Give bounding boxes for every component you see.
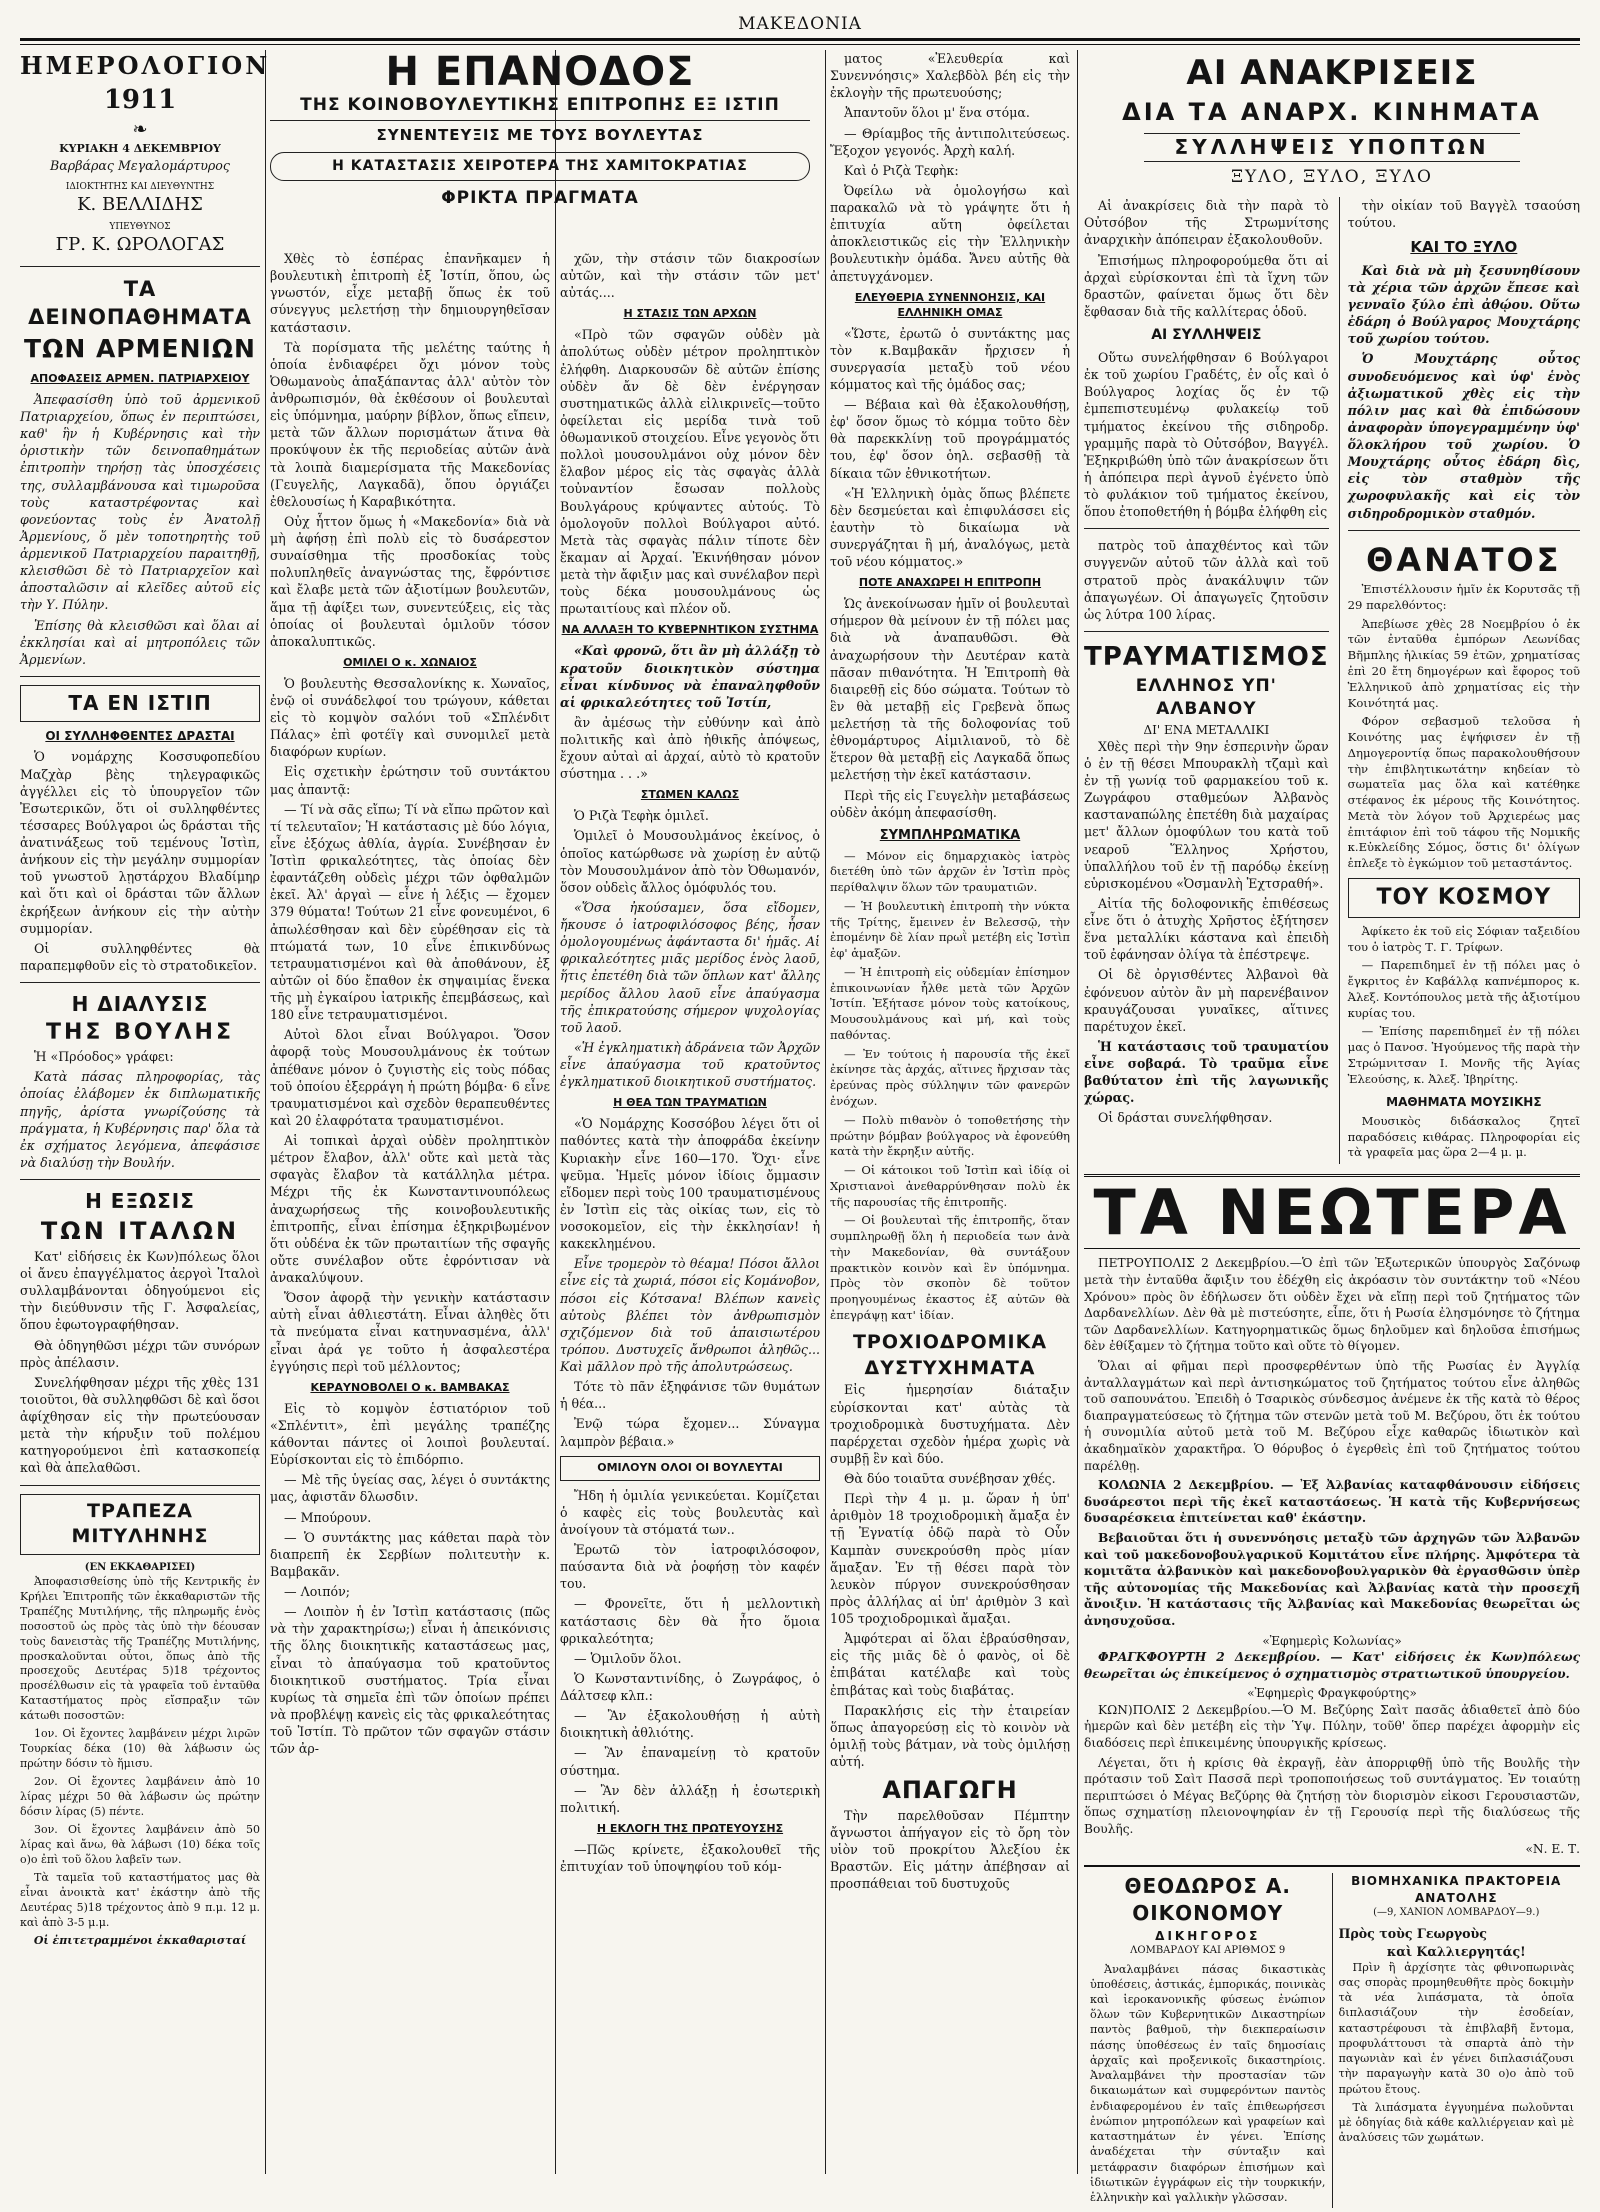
- article-text: Ἀπεφασίσθη ὑπὸ τοῦ ἀρμενικοῦ Πατριαρχείου, ὅπως ἐν περιπτώσει, καθ' ἣν ἡ Κυβέρνησις καὶ τὴν ὁριστικὴν τῶν δεινοπαθημάτων ἐπιτροπὴν τηρήσῃ τὰς ὑποσχέσεις της, συλλαμβάνουσα καὶ τιμωροῦσα τοὺς καταστρέφοντας καὶ φονεύοντας τοὺς ἐν Ἀνατολῇ Ἀρμενίους, ὅ μὲν τοποτηρητὴς τοῦ ἀρμενικοῦ Πατριαρχείου παραιτηθῇ, κλεισθῶσι δὲ τὸ Πατριαρχεῖον καὶ ἀποσταλῶσιν αἱ κλεῖδες αὐτοῦ εἰς τὴν Υ. Πύλην.: [20, 391, 260, 613]
- article-text: Οὐχ ἧττον ὅμως ἡ «Μακεδονία» διὰ νὰ μὴ ἀφήσῃ ἐπὶ πολὺ εἰς τὸ δυσάρεστον συναίσθημα τῆς προσδοκίας τοὺς πολυπληθεῖς ἀναγνώστας της, ἔφρόντισε καὶ ἔλαβε μετὰ τῶν ἀξιοτίμων βουλευτῶν, ἅμα τῇ ἀφίξει των, συνεντεύξεις, εἰς τὰς ὁποίας οἱ βουλευταὶ ὁμιλοῦν τόσον ἀποκαλυπτικῶς.: [270, 513, 550, 649]
- calendar-day: ΚΥΡΙΑΚΗ 4 ΔΕΚΕΜΒΡΙΟΥ: [59, 142, 221, 156]
- column-1: [20, 50, 271, 2174]
- article-text: Ὁ Κωνσταντινίδης, ὁ Ζωγράφος, ὁ Δάλτσεφ κλπ.:: [560, 1670, 820, 1704]
- headline: ΤΑ ΔΕΙΝΟΠΑΘΗΜΑΤΑ: [28, 276, 252, 330]
- headline: Η ΕΠΑΝΟΔΟΣ: [385, 49, 695, 95]
- article-text: ματος «Ἐλευθερία καὶ Συνεννόησις» Χαλεβδὸλ βέη εἰς τὴν ἐκλογὴν τῆς πρωτευούσης;: [830, 51, 1070, 101]
- headline: ΤΡΑΥΜΑΤΙΣΜΟΣ: [1084, 641, 1329, 672]
- section-heading: ΝΑ ΑΛΛΑΞΗ ΤΟ ΚΥΒΕΡΝΗΤΙΚΟΝ ΣΥΣΤΗΜΑ: [561, 623, 819, 637]
- article-text: Ἐπίσης θὰ κλεισθῶσι καὶ ὅλαι αἱ ἐκκλησίαι καὶ αἱ μητροπόλεις τῶν Ἀρμενίων.: [20, 617, 260, 667]
- article-text: «Ὅσα ἠκούσαμεν, ὅσα εἴδομεν, ἤκουσε ὁ ἰατροφιλόσοφος βέης, ἧσαν ὁμολογουμένως ἀφάνταστα δι' ἡμᾶς. Αἱ φρικαλεότητες μιᾶς μερίδος ἑνὸς λαοῦ, ἥτις ἐπετέθη διὰ τῶν ὅπλων κατ' ἄλλης μερίδος ἄλλου λαοῦ εἶνε ἀπαύγασμα τῆς ἐπικρατούσης σήμερον ψυχολογίας τοῦ λαοῦ.: [560, 899, 820, 1035]
- article-text: ἂν ἀμέσως τὴν εὐθύνην καὶ ἀπὸ πολιτικῆς καὶ ἀπὸ ἠθικῆς ἀπόψεως, ἔχουν αὐταὶ αἱ ἀρχαί, αὐτὸ τὸ κρατοῦν σύστημα . . .»: [560, 714, 820, 782]
- subheadline: ΑΠΟΦΑΣΕΙΣ ΑΡΜΕΝ. ΠΑΤΡΙΑΡΧΕΙΟΥ: [30, 372, 250, 386]
- article-text: Ὀφείλω νὰ ὁμολογήσω καὶ παρακαλῶ νὰ τὸ γράψητε ὅτι ἡ ἐπιτυχία αὕτη ὀφείλεται ἀποκλειστικῶς εἰς τὴν Ἑλληνικὴν βουλευτικὴν ὁμάδα. Ἄνευ αὐτῆς θὰ ἀπετυγχάνομεν.: [830, 182, 1070, 284]
- article-text: Αὐτοὶ δλοι εἶναι Βούλγαροι. Ὅσον ἀφορᾷ τοὺς Μουσουλμάνους ἐκ τούτων ἀπέθανε μόνον ὁ ζυγιστὴς εἰς τοὺς πόδας τοῦ ὁποίου ἐξερράγη ἡ πρώτη βόμβα· 6 εἶνε τραυματισμένοι καὶ σχεδὸν θεραπευθέντες καὶ 20 ἐλαφρότατα τραυματισμένοι.: [270, 1027, 550, 1128]
- article-text: — Λοιπόν;: [284, 1584, 350, 1600]
- section-heading: ΚΕΡΑΥΝΟΒΟΛΕΙ Ο κ. ΒΑΜΒΑΚΑΣ: [310, 1380, 510, 1394]
- article-text: τὴν οἰκίαν τοῦ Βαγγὲλ τσαούση τούτου.: [1347, 198, 1580, 231]
- article-text: — Ἐν τούτοις ἡ παρουσία τῆς ἐκεῖ ἐκίνησε τὰς ἀρχάς, αἵτινες ἤρχισαν τὰς ἐρεύνας πρὸς σύλληψιν τῶν φανερῶν ἐνόχων.: [830, 1046, 1070, 1109]
- headline: ΤΡΟΧΙΟΔΡΟΜΙΚΑ ΔΥΣΤΥΧΗΜΑΤΑ: [852, 1330, 1048, 1379]
- article-text: Εἰς ἡμερησίαν διάταξιν εὑρίσκονται κατ' αὐτὰς τὰ τροχιοδρομικὰ δυστυχήματα. Δὲν παρέρχεται σχεδὸν ἡμέρα χωρὶς νὰ συμβῇ ἓν καὶ δύο.: [830, 1382, 1070, 1466]
- ad-name: ΘΕΟΔΩΡΟΣ Α. ΟΙΚΟΝΟΜΟΥ: [1124, 1874, 1291, 1926]
- article-text: — Μπούρουν.: [284, 1509, 372, 1525]
- article-text: — Φρονεῖτε, ὅτι ἡ μελλοντικὴ κατάστασις δὲν θὰ ἦτο ὅμοια φρικαλεότητα;: [560, 1596, 820, 1646]
- article-italians: [20, 1188, 260, 1476]
- ad-heading: Πρὸς τοὺς Γεωργοὺς: [1338, 1926, 1487, 1942]
- calendar-year: 1911: [103, 84, 177, 115]
- section-heading: ΠΟΤΕ ΑΝΑΧΩΡΕΙ Η ΕΠΙΤΡΟΠΗ: [858, 576, 1042, 590]
- section-heading: ΜΑΘΗΜΑΤΑ ΜΟΥΣΙΚΗΣ: [1386, 1094, 1542, 1109]
- article-text: — Οἱ βουλευταὶ τῆς ἐπιτροπῆς, ὅταν συμπληρωθῇ ὅλη ἡ περιοδεία των ἀνὰ τὴν Μακεδονίαν, θὰ συντάξουν πρακτικὸν κοινὸν καὶ ἓν ὑπόμνημα. Πρὸς τὸν σκοπὸν δὲ τοῦτον προηγουμένως ἐκαστος ἐξ αὐτῶν θὰ ἐπεγράψῃ κατ' ἰδίαν.: [830, 1213, 1070, 1322]
- article-text: — Παρεπιδημεῖ ἐν τῇ πόλει μας ὁ ἔγκριτος ἐν Καβάλλᾳ καπνέμπορος κ. Ἀλεξ. Κοντόπουλος μετὰ τῆς ἀξιοτίμου κυρίας του.: [1347, 958, 1580, 1020]
- headline: ΤΗΣ ΚΟΙΝΟΒΟΥΛΕΥΤΙΚΗΣ ΕΠΙΤΡΟΠΗΣ ΕΞ ΙΣΤΙΠ: [270, 94, 810, 121]
- article-text: Θὰ ὁδηγηθῶσι μέχρι τῶν συνόρων πρὸς ἀπέλασιν.: [20, 1337, 260, 1370]
- section-heading: Η ΣΤΑΣΙΣ ΤΩΝ ΑΡΧΩΝ: [623, 307, 757, 321]
- headline: ΤΩΝ ΙΤΑΛΩΝ: [40, 1217, 240, 1246]
- article-text: «Καὶ φρονῶ, ὅτι ἂν μὴ ἀλλάξῃ τὸ κρατοῦν διοικητικὸν σύστημα εἶναι κίνδυνος νὰ ἐπαναληφθοῦν αἱ φρικαλεότητες τοῦ Ἰστίπ,: [560, 643, 820, 710]
- article-text: Εἶνε τρομερὸν τὸ θέαμα! Πόσοι ἄλλοι εἶνε εἰς τὰ χωριά, πόσοι εἰς Κομάνοβον, πόσοι εἰς Κότσανα! Βλέπων κανεὶς αὐτοὺς βλέπει τὸν ἀνθρωπισμὸν σχιζόμενον διὰ τοῦ ἀπαισιωτέρου τρόπου. Δυστυχεῖς ἄνθρωποι ἀληθῶς... Καὶ μᾶλλον πρὸ τῆς ἀπολυτρώσεως.: [560, 1256, 820, 1375]
- article-text: Ὁ νομάρχης Κοσσυφοπεδίου Μαζχὰρ βὲης τηλεγραφικῶς ἀγγέλλει εἰς τὸ ὑπουργεῖον τῶν Ἐσωτερικῶν, ὅτι οἱ συλληφθέντες τέσσαρες Βούλγαροι ὡς δράσται τῆς ἀνατινάξεως τοῦ τεμένους Ἰστὶπ, ἀνήκουν εἰς τὴν μεγάλην συμμορίαν τοῦ γνωστοῦ λῃστάρχου Βλαδίμηρ καὶ ὅτι καὶ οἱ δράσται τῶν ἄλλων ἐκρήξεων ἀνήκουν εἰς τὴν αὐτὴν συμμορίαν.: [20, 749, 260, 936]
- calendar-box: [20, 50, 271, 258]
- ad-agriculture: [1332, 1873, 1581, 2208]
- ad-text: Ἀναλαμβάνει πάσας δικαστικὰς ὑποθέσεις, ἀστικάς, ἐμπορικάς, ποινικὰς καὶ ἱεροκανονικῆς φύσεως ἐνώπιον ὅλων τῶν Κυβερνητικῶν Δικαστηρίων παντὸς βαθμοῦ, τὴν διεκπεραίωσιν πάσης ὑποθέσεως ἐν ταῖς δημοσίαις ἀρχαῖς καὶ προξενικοῖς δικαστηρίοις. Ἀναλαμβάνει τὴν προστασίαν τῶν δικαιωμάτων καὶ συμφερόντων παντὸς ἐνδιαφερομένου ἐν ταῖς ἐπιθεωρήσεσι ἐνώπιον μητροπόλεων καὶ γραφείων καὶ καταστημάτων ἐν γένει. Ἐπίσης ἀναδέχεται τὴν σύνταξιν καὶ μετάφρασιν διαφόρων ἐπισήμων καὶ ἰδιωτικῶν ἐγγράφων εἰς τὴν τουρκικήν, ἑλληνικὴν καὶ γαλλικὴν γλῶσσαν.: [1090, 1962, 1326, 2205]
- headline: ΤΡΑΠΕΖΑ ΜΙΤΥΛΗΝΗΣ: [20, 1494, 260, 1556]
- article-text: Ἀμφότεραι αἱ ὅλαι ἐβραύσθησαν, εἰς τῆς μιᾶς δὲ ὁ φανὸς, οἱ δὲ ἐπιβάται κατέλαβε καὶ τοὺς ἐπιβάτας καὶ τοὺς διαβάτας.: [830, 1631, 1070, 1698]
- list-item: 2ον. Οἱ ἔχοντες λαμβάνειν ἀπὸ 10 λίρας μέχρι 50 θὰ λάβωσιν ὡς πρώτην δόσιν λίρας (5) πέντε.: [20, 1775, 260, 1819]
- subheadline: ΦΡΙΚΤΑ ΠΡΑΓΜΑΤΑ: [441, 187, 639, 208]
- section-heading: ΑΙ ΣΥΛΛΗΨΕΙΣ: [1151, 327, 1262, 344]
- article-text: Αἱ τοπικαὶ ἀρχαὶ οὐδὲν προληπτικὸν μέτρον ἔλαβον, ἀλλ' οὔτε καὶ μετὰ τὰς σφαγὰς ἔλαβον τὰ κατάλληλα μέτρα. Μέχρι τῆς ἐκ Κωνσταντινουπόλεως ἀναχωρήσεως τῆς κοινοβουλευτικῆς ἐπιτροπῆς, εἶναι ἐπίσημα ἐξηκριβωμένον ὅτι οὐδένα ἐκ τῶν πρωταιτίων τῆς σφαγῆς οὔτε συνέλαβον οὔτε ἐφρόντισαν νὰ ἀνακαλύψουν.: [270, 1133, 550, 1286]
- ad-address: ΛΟΜΒΑΡΔΟΥ ΚΑΙ ΑΡΙΘΜΟΣ 9: [1130, 1944, 1286, 1956]
- article-text: Ὁ Ριζὰ Τεφὴκ ὁμιλεῖ.: [574, 808, 709, 824]
- article-text: «Ὥστε, ἐρωτῶ ὁ συντάκτης μας τὸν κ.Βαμβακᾶν ἤρχισεν ἡ συνεργασία μεταξὺ τοῦ νέου κόμματος καὶ τῆς ὁμάδος σας;: [830, 325, 1070, 392]
- article-text: Εἰς σχετικὴν ἐρώτησιν τοῦ συντάκτου μας ἀπαντᾷ:: [270, 764, 550, 797]
- article-text: Παρακλήσις εἰς τὴν ἑταιρείαν ὅπως ἀπαγορεύσῃ εἰς τὸ κοινὸν νὰ ὁμιλῇ τοὺς βάτμαν, νὰ τοὺς ὁμιλήσῃ αὐτή.: [830, 1702, 1070, 1770]
- calendar-ornament: ❧: [132, 118, 148, 140]
- article-istip-arrests: [20, 685, 260, 974]
- news-item: ΠΕΤΡΟΥΠΟΛΙΣ 2 Δεκεμβρίου.—Ὁ ἐπὶ τῶν Ἐξωτερικῶν ὑπουργὸς Σαζόνωφ μετὰ τὴν ἐνταῦθα ἄφιξιν του ἐδέχθη εἰς ἀκρόασιν τὸν συντάκτην τοῦ «Νέου Χρόνου» πρὸς ὃν ἐδήλωσεν ὅτι οὐδὲν ἔχει νὰ εἴπῃ περὶ τοῦ ζητήματος τῶν Δαρδανελλίων. Δὲν θὰ μὲ πιστεύσητε, εἶπε, ὅτι ἡ Ρωσία ἐλησμόνησε τὸ ζήτημα τῶν Δαρδανελλίων. Κατηγορηματικῶς ὅμως δηλοῦμεν καὶ δηλοῦσα ἐπισήμως δὲν ἐθίξαμεν τὸ ζήτημα τοῦτο καὶ οὔτε τὸ θίγομεν.: [1084, 1256, 1580, 1354]
- headline: ΕΛΛΗΝΟΣ ΥΠ' ΑΛΒΑΝΟΥ: [1135, 676, 1277, 720]
- article-text: — Τί νὰ σᾶς εἴπω; Τί νὰ εἴπω πρῶτον καὶ τί τελευταῖον; Ἡ κατάστασις μὲ δύο λόγια, εἶνε ἐξόχως ἀθλία, ἀγρία. Συνέβησαν ἐν Ἰστὶπ φρικαλεότητες, τὰς ὁποίας δὲν ἐφαντάζεθη οὐδεὶς μέχρι τῶν ὀφθαλμῶν ἐκεῖ. Ἀλ' ἀργαὶ — εἶνε ἡ λέξις — ἔχομεν 379 θύματα! Τούτων 21 εἶνε φονευμένοι, 6 ἀπωλέσθησαν καὶ δὲν εὑρέθησαν εἰς τὰ πτώματά των, 10 εἶνε ἐπικινδύνως τετραυματισμένοι καὶ θὰ ἀποθάνουν, ἐξ αὐτῶν οἱ δύο ἔπαθον ἐκ σηψαιμίας ἕνεκα τῆς μὴ ἐγκαίρου ἰατρικῆς ἐπεμβάσεως, καὶ 180 εἶνε τετραυματισμένοι.: [270, 801, 550, 1023]
- article-text: Ἤδη ἡ ὁμιλία γενικεύεται. Κομίζεται ὁ καφὲς εἰς τοὺς βουλευτὰς καὶ ἀνοίγουν τὰ στόματά των..: [560, 1487, 820, 1537]
- article-text: Περὶ τὴν 4 μ. μ. ὥραν ἡ ὑπ' ἀριθμὸν 18 τροχιοδρομικὴ ἄμαξα ἐν τῇ Ἐγνατίᾳ ὁδῷ παρὰ τὸ Οὖν Καμπὰν συνεκρούσθη πρὸς μίαν ἅμαξαν. Ἐν τῇ θέσει παρὰ τὸν λευκὸν πύργον συνεκρούσθησαν πρὸς ἀλλήλας αἱ ὑπ' ἀριθμὸν 3 καὶ 105 τροχιοδρομικαὶ ἄμαξαι.: [830, 1491, 1070, 1627]
- article-text: Εἰς τὸ κομψὸν ἑστιατόριον τοῦ «Σπλέντιτ», ἐπὶ μεγάλης τραπέζης κάθονται πάντες οἱ λοιποὶ βουλευταί. Εὑρίσκονται εἰς τὸ ἐπιδόρπιο.: [270, 1400, 550, 1468]
- ad-address: (—9, ΧΑΝΙΟΝ ΛΟΜΒΑΡΔΟΥ—9.): [1373, 1906, 1540, 1918]
- article-text: Ἡ «Πρόοδος» γράφει:: [34, 1049, 174, 1065]
- column-divider: [825, 50, 826, 2174]
- article-text: — Ἂν δὲν ἀλλάξῃ ἡ ἐσωτερικὴ πολιτική.: [560, 1782, 820, 1815]
- subheadline: (ΕΝ ΕΚΚΑΘΑΡΙΣΕΙ): [84, 1562, 196, 1574]
- headline: ΤΑ ΕΝ ΙΣΤΙΠ: [20, 685, 260, 722]
- article-text: Ἀπαντοῦν ὅλοι μ' ἕνα στόμα.: [844, 105, 1030, 121]
- article-text: — Θρίαμβος τῆς ἀντιπολιτεύσεως. Ἔξοχον γεγονός. Ἀρχὴ καλή.: [830, 125, 1070, 158]
- article-text: — Οἱ κάτοικοι τοῦ Ἰστὶπ καὶ ἰδίᾳ οἱ Χριστιανοὶ ἀνεθαρρύνθησαν πολὺ ἐκ τῆς παρουσίας τῆς ἐπιτροπῆς.: [830, 1163, 1070, 1209]
- list-item: 1ον. Οἱ ἔχοντες λαμβάνειν μέχρι λιρῶν Τουρκίας δέκα (10) θὰ λάβωσιν ὡς πρώτην δόσιν τὸ ἥμισυ.: [20, 1727, 260, 1771]
- column-2: [270, 250, 550, 2174]
- article-text: Ἡ κατάστασις τοῦ τραυματίου εἶνε σοβαρά. Τὸ τραῦμα εἶνε βαθύτατον ἐπὶ τῆς λαγωνικῆς χώρας.: [1084, 1038, 1329, 1106]
- article-text: Οἱ δὲ ὀργισθέντες Ἀλβανοὶ θὰ ἐφόνευον αὐτὸν ἂν μὴ παρενέβαινον κραυγάζουσαι γυναῖκες, αἵτινες παρέτυχον ἐκεῖ.: [1084, 967, 1329, 1034]
- article-text: Καὶ διὰ νὰ μὴ ξεσυνηθίσουν τὰ χέρια τῶν ἀρχῶν ἔπεσε καὶ γενναῖο ξύλο ἐπὶ ἀθῴου. Οὕτω ἐδάρη ὁ Βούλγαρος Μουχτάρης τοῦ χωρίου τούτου.: [1347, 262, 1580, 347]
- ad-lawyer: [1084, 1873, 1332, 2208]
- article-text: — Ἡ ἐπιτροπὴ εἰς οὐδεμίαν ἐπίσημον ἐπικοινωνίαν ἦλθε μετὰ τῶν Ἀρχῶν Ἰστίπ. Ἐξήτασε μόνον τοὺς κατοίκους, Μουσουλμάνους καὶ μή, καὶ τοὺς παθόντας.: [830, 964, 1070, 1042]
- article-text: Μουσικὸς διδάσκαλος ζητεῖ παραδόσεις κιθάρας. Πληροφορίαι εἰς τὰ γραφεῖα μας ὥρα 2—4 μ. μ.: [1347, 1113, 1580, 1160]
- article-text: — Ἂν ἐξακολουθήσῃ ἡ αὐτὴ διοικητικὴ ἀθλιότης.: [560, 1708, 820, 1741]
- article-text: Φόρον σεβασμοῦ τελοῦσα ἡ Κοινότης μας ἐψήφισεν ἐν τῇ Δημογεροντίᾳ ὅπως παρακολουθήσουν τὴν ἐπιβλητικωτάτην κηδείαν τὸ σωματεῖα μας ὅλα καὶ κατέθηκε στέφανος ἐκ μέρους τῆς Κοινότητος. Μετὰ τὸν λόγον τοῦ Ἀρχιερέως μας ἐπιτάφιον ἐπὶ τοῦ τάφου τῆς Νομικῆς κ.Εὐκλείδης Σόμος, ὅστις δι' ὀλίγων ἐπλεξε τὸ ἐγκώμιον τοῦ μεταστάντος.: [1347, 714, 1580, 871]
- article-text: Οἱ συλληφθέντες θὰ παραπεμφθοῦν εἰς τὸ στρατοδικεῖον.: [20, 940, 260, 973]
- news-item: ΦΡΑΓΚΦΟΥΡΤΗ 2 Δεκεμβρίου. — Κατ' εἰδήσεις ἐκ Κων)πόλεως θεωρεῖται ὡς ἐπικείμενος ὁ σχηματισμὸς στρατιωτικοῦ ὑπουργείου.: [1084, 1650, 1580, 1681]
- article-text: Οὕτω συνελήφθησαν 6 Βούλγαροι ἐκ τοῦ χωρίου Γραδέτς, ἐν οἷς καὶ ὁ Βούλγαρος λοχίας ὅς ἐν τῷ ἐμπεπιστευμένῳ φυλακείῳ τοῦ τμήματος ἐκείνου τῆς σιδηροδρ. γραμμῆς παρὰ τὸ Οὐτσόβον, Βαγγέλ. Ἐξηκριβώθη ὑπὸ τῶν ἀνακρίσεων ὅτι ἡ ἀπόπειρα περὶ ἀγνοῦ ἐγένετο ὑπὸ τὸ φυλάκιον τοῦ τμήματος ἐκείνου, ὅπου ἐτοποθετήθη ἡ βόμβα ἐλήφθη εἰς: [1084, 350, 1329, 520]
- article-text: Χθὲς τὸ ἑσπέρας ἐπανῆκαμεν ἡ βουλευτικὴ ἐπιτροπὴ ἐξ Ἰστίπ, ὅπου, ὡς γνωστόν, εἶχε μεταβῇ ὅπως ἐκ τοῦ σύνεγγυς μελετήσῃ τὴν δημιουργηθεῖσαν κατάστασιν.: [270, 251, 550, 335]
- news-item: ΚΟΛΩΝΙΑ 2 Δεκεμβρίου. — Ἐξ Ἀλβανίας καταφθάνουσιν εἰδήσεις δυσάρεστοι περὶ τῆς ἐκεῖ καταστάσεως. Ἡ κατὰ τῆς Κυβερνήσεως δυσαρέσκεια ἐπιτείνεται καθ' ἑκάστην.: [1084, 1478, 1580, 1526]
- article-text: — Μὲ τῆς ὑγείας σας, λέγει ὁ συντάκτης μας, ἀφιστᾶν δλωσδιν.: [270, 1472, 550, 1505]
- news-source: «Ἐφημερὶς Φραγκφούρτης»: [1247, 1686, 1417, 1701]
- column-divider: [1077, 50, 1078, 2174]
- article-dissolution: [20, 991, 260, 1171]
- section-heading: ΟΜΙΛΟΥΝ ΟΛΟΙ ΟΙ ΒΟΥΛΕΥΤΑΙ: [560, 1456, 820, 1481]
- headline: ΤΗΣ ΒΟΥΛΗΣ: [46, 1020, 234, 1046]
- article-text: — Πολὺ πιθανὸν ὁ τοποθετήσης τὴν πρώτην βόμβαν βούλγαρος νὰ ἐφονεύθη κατὰ τὴν ἔκρηξιν αὐτῆς.: [830, 1112, 1070, 1159]
- headline: ΤΟΥ ΚΟΣΜΟΥ: [1348, 878, 1580, 918]
- headline: ΔΙΑ ΤΑ ΑΝΑΡΧ. ΚΙΝΗΜΑΤΑ: [1122, 98, 1542, 127]
- article-text: Αἱ ἀνακρίσεις διὰ τὴν παρὰ τὸ Οὐτσόβον τῆς Στρωμνίτσης ἀναρχικὴν ἀπόπειραν ἐξακολουθοῦν.: [1084, 198, 1329, 248]
- section-heading: ΣΥΜΠΛΗΡΩΜΑΤΙΚΑ: [879, 827, 1021, 843]
- article-text: — Λοιπὸν ἡ ἐν Ἰστὶπ κατάστασις (πῶς νὰ τὴν χαρακτηρίσω;) εἶναι ἡ ἀπεικόνισις τῆς ὅλης διοικητικῆς καταστάσεως μας, εἶναι τὸ ἀπαύγασμα τοῦ κρατοῦντος διοικητικοῦ συστήματος. Τρία εἶναι κυρίως τὰ σημεῖα ἐπὶ τῶν ὁποίων πρέπει νὰ προβλέψῃ κανεὶς εἰς τὰς φρικαλεότητας τοῦ Ἰστίπ. Τὸ πρῶτον τῶν σφαγῶν στάσιν τῶν ἀρ-: [270, 1604, 550, 1757]
- headline: Η ΔΙΑΛΥΣΙΣ: [71, 992, 209, 1017]
- notice-bank: [20, 1494, 260, 1949]
- article-armenians: [20, 275, 260, 668]
- ad-name: ΒΙΟΜΗΧΑΝΙΚΑ ΠΡΑΚΤΟΡΕΙΑ ΑΝΑΤΟΛΗΣ: [1351, 1874, 1562, 1905]
- headline-latest-news: ΤΑ ΝΕΩΤΕΡΑ: [1084, 1174, 1580, 1249]
- article-text: Ἀφίκετο ἐκ τοῦ εἰς Σόφιαν ταξειδίου του ὁ ἰατρὸς Τ. Γ. Τρίφων.: [1347, 923, 1580, 954]
- news-item: Ὅλαι αἱ φῆμαι περὶ προσφερθέντων ὑπὸ τῆς Ρωσίας ἐν Ἀγγλίᾳ ἀνταλλαγμάτων καὶ περὶ ἀντισηκώματος τοῦ ζητήματος τούτου εἶνε ἀληθῶς τοῦ σαπουνάτου. Ἐπειδὴ ὁ Τσαρικὸς σύνδεσμος ἀνέμενε ἐκ τῆς κατὰ τὸ θέρος διαπραγματεύσεως τὸ ζήτημα τῶν στενῶν μετὰ τοῦ Μ. Βεζύρου, ὅτι ἐκ τούτου ἡ συνομιλία αὐτοῦ μετὰ τοῦ Μ. Βεζύρου εἶχε καθαρῶς ἰδιωτικὸν καὶ ἀκαδημαϊκὸν χαρακτῆρα. Ὁ θόρυβος ὁ ἐγερθεὶς ἐπὶ τοῦ ζητήματος τούτου παρέλθῃ.: [1084, 1359, 1580, 1473]
- column-4: [830, 50, 1070, 2174]
- section-heading: Η ΘΕΑ ΤΩΝ ΤΡΑΥΜΑΤΙΩΝ: [613, 1096, 767, 1110]
- article-text: Ἐνῷ τώρα ἔχομεν... Σύναγμα λαμπρὸν βέβαια.»: [560, 1416, 820, 1449]
- owner-name: Κ. ΒΕΛΛΙΔΗΣ: [77, 193, 203, 215]
- article-text: Ἐπισήμως πληροφορούμεθα ὅτι αἱ ἀρχαὶ εὑρίσκονται ἐπὶ τὰ ἴχνη τῶν δραστῶν, φαίνεται ὅμως ὅτι δὲν ἔφθασαν διὰ τῆς καλλίτερας ὁδοῦ.: [1084, 252, 1329, 319]
- article-text: Ὅσον ἀφορᾷ τὴν γενικὴν κατάστασιν αὐτὴ εἶναι ἀθλιεστάτη. Εἶναι ἀληθὲς ὅτι τὰ πνεύματα εἶναι κατηυνασμένα, ἀλλ' εἶναι ἀρά γε τοῦτο ἡ ἀσφαλεστέρα ἐγγύησις περὶ τοῦ μέλλοντος;: [270, 1290, 550, 1374]
- news-item: Βεβαιοῦται ὅτι ἡ συνεννόησις μεταξὺ τῶν ἀρχηγῶν τῶν Ἀλβανῶν καὶ τοῦ μακεδονοβουλγαρικοῦ Κομιτάτου εἶνε πλήρης. Ἀμφότερα τὰ κομιτᾶτα ἀλβανικὸν καὶ μακεδονοβουλγαρικὸν θὰ ἐργασθῶσιν ὑπὲρ τῆς αὐτονομίας τῆς Μακεδονίας καὶ Ἀλβανίας κατὰ τὴν προσεχῆ ἄνοιξιν. Ἡ κατάστασις τῆς Ἀλβανίας καὶ Μακεδονίας θεωρεῖται ὡς ἀνησυχοῦσα.: [1084, 1530, 1580, 1628]
- article-text: Τὰ ταμεῖα τοῦ καταστήματος μας θὰ εἶναι ἀνοικτὰ κατ' ἐκάστην ἀπὸ τῆς Δευτέρας 5)18 τρέχοντος ἀπὸ 9 π.μ. 12 μ. καὶ ἀπὸ 3-5 μ.μ.: [20, 1870, 260, 1929]
- headline: Η ΕΞΩΣΙΣ: [85, 1189, 195, 1214]
- editor-label: ΥΠΕΥΘΥΝΟΣ: [109, 222, 171, 233]
- subheadline: ΟΙ ΣΥΛΛΗΦΘΕΝΤΕΣ ΔΡΑΣΤΑΙ: [45, 729, 235, 744]
- section-heading: Η ΕΚΛΟΓΗ ΤΗΣ ΠΡΩΤΕΥΟΥΣΗΣ: [596, 1821, 784, 1835]
- ad-heading: καὶ Καλλιεργητάς!: [1386, 1943, 1526, 1959]
- column-divider: [265, 50, 266, 2174]
- calendar-title: ΗΜΕΡΟΛΟΓΙΟΝ: [20, 51, 271, 80]
- article-text: Κατὰ πάσας πληροφορίας, τὰς ὁποίας ἐλάβομεν ἐκ διπλωματικῆς πηγῆς, ἀρίστα γνωρίζούσης τὰ πράγματα, ἡ Κυβέρνησις παρ' ὅλα τὰ ἐκ σχήματος λεγόμενα, ἀπεφάσισε νὰ διαλύσῃ τὴν Βουλήν.: [20, 1069, 260, 1170]
- article-text: Τότε τὸ πᾶν ἐξηφάνισε τῶν θυμάτων ἡ θέα...: [560, 1379, 820, 1412]
- calendar-saint: Βαρβάρας Μεγαλομάρτυρος: [50, 158, 230, 174]
- article-text: — Ἐπίσης παρεπιδημεῖ ἐν τῇ πόλει μας ὁ Πανοσ. Ἡγούμενος τῆς παρὰ τὴν Στρώμνιτσαν Ι. Μονῆς τῆς Ἁγίας Ἐλεούσης, κ. Ἀλεξ. Ἰβηρίτης.: [1347, 1024, 1580, 1086]
- section-heading: ΣΤΩΜΕΝ ΚΑΛΩΣ: [640, 788, 740, 802]
- article-text: Ὁμιλεῖ ὁ Μουσουλμάνος ἐκείνος, ὁ ὁποῖος κατώρθωσε νὰ χωρίσῃ ἐν αὐτῷ τὸν Μουσουλμάνον ἀπὸ τὸν Ὀθωμανόν, ὅσον οὐδεὶς ἄλλος ὁμόφυλός του.: [560, 828, 820, 895]
- masthead: ΜΑΚΕΔΟΝΙΑ: [738, 14, 862, 34]
- article-text: — Ὁ συντάκτης μας κάθεται παρὰ τὸν διαπρεπῆ ἐκ Σερβίων πολιτευτὴν κ. Βαμβακᾶν.: [270, 1529, 550, 1579]
- article-text: Τὰ πορίσματα τῆς μελέτης ταύτης ἡ ὁποία ἐνδιαφέρει ὄχι μόνον τοὺς Ὀθωμανοὺς ἀπαξάπαντας ἀλλ' αὐτὸν τὸν ἀνθρωπισμόν, θὰ ἐκθέσουν οἱ βουλευταὶ εἰς ὑπόμνημα, μαύρην βίβλον, ὅπως εἴπειν, μετὰ τῶν ἄλλων πορισμάτων ἅτινα θὰ προκύψουν ἐκ τῆς περιοδείας αὐτῶν ἀνὰ τὰ λοιπὰ διαμερίσματα τῆς Μακεδονίας (Γευγελῆς, Λαγκαδᾶ), ὅπου ὀργιάζει ἐθελουσίως ἡ Καραβικότητα.: [270, 339, 550, 509]
- editor-name: ΓΡ. Κ. ΩΡΟΛΟΓΑΣ: [55, 234, 225, 256]
- article-text: Τὴν παρελθοῦσαν Πέμπτην ἄγνωστοι ἀπήγαγον εἰς τὸ ὄρη τὸν υἱὸν τοῦ προκρίτου Ἀλεξίου ἐκ Βραστῶν. Εἰς μάτην ἀπέβησαν αἱ προσπάθειαι τοῦ δυστυχοῦς: [830, 1807, 1070, 1892]
- column-3: [560, 250, 820, 2174]
- article-text: Καὶ ὁ Ριζὰ Τεφὴκ:: [844, 162, 959, 178]
- article-text: Ὁ Μουχτάρης οὗτος συνοδευόμενος καὶ ὑφ' ἑνὸς ἀξιωματικοῦ χθὲς εἰς τὴν πόλιν μας καὶ θὰ ἐπιδώσουν ἀναφορὰν ὑπογεγραμμένην ὑφ' ὅλοκλήρου τοῦ χωρίου. Ὁ Μουχτάρης οὗτος ἐδάρη δὶς, εἰς τὸν σταθμὸν τῆς χωροφυλακῆς καὶ εἰς τὸν σιδηροδρομικὸν σταθμόν.: [1347, 351, 1580, 521]
- article-text: «Ἡ ἐγκληματικὴ ἀδράνεια τῶν Ἀρχῶν εἶνε ἀπαύγασμα τοῦ κρατοῦντος ἐγκληματικοῦ διοικητικοῦ συστήματος.: [560, 1039, 820, 1090]
- news-item: ΚΩΝ)ΠΟΛΙΣ 2 Δεκεμβρίου.—Ὁ Μ. Βεζύρης Σαὶτ πασᾶς ἀδιαθετεῖ ἀπὸ δύο ἡμερῶν καὶ δὲν μετέβη εἰς τὴν Ὑψ. Πύλην, τοῦθ' ὅπερ παρέχει ἀφορμὴν εἰς διαδόσεις περὶ ἐπικειμένης ὑπουργικῆς κρίσεως.: [1084, 1702, 1580, 1751]
- article-text: «Ὁ Νομάρχης Κοσσόβου λέγει ὅτι οἱ παθόντες κατὰ τὴν ἀποφράδα ἐκείνην Κυριακὴν εἶνε 160—170. Ὄχι· εἶνε ψεῦμα. Ἡμεῖς μόνον ἰδίοις ὄμμασιν εἴδομεν περὶ τοὺς 100 τραυματισμένους ἐν Ἰστὶπ εἰς τὰς οἰκίας των, εἰς τὸ νοσοκομεῖον, εἰς τὴν ἐκκλησίαν! ἡ κακεκλημένου.: [560, 1116, 820, 1252]
- section-heading: ΚΑΙ ΤΟ ΞΥΛΟ: [1410, 238, 1518, 257]
- signature: Οἱ ἐπιτετραμμένοι ἐκκαθαρισταί: [33, 1933, 247, 1947]
- article-text: Ὁ βουλευτὴς Θεσσαλονίκης κ. Χωναῖος, ἐνῷ οἱ συνάδελφοί του τρώγουν, κάθεται εἰς τὸ κομψὸν σαλόνι τοῦ «Σπλένδιτ Πάλας» ἐπὶ φοτέϊγ καὶ συνομιλεῖ μετὰ διαφόρων κυρίων.: [270, 675, 550, 760]
- article-text: Αἰτία τῆς δολοφονικῆς ἐπιθέσεως εἶνε ὅτι ὁ ἀτυχὴς Χρῆστος ἐξήτησεν ἕνα μεταλλίκι κάστανα καὶ ἐπειδὴ τοῦ ἐφάνησαν ὀλίγα τὰ ἐπέστρεψε.: [1084, 895, 1329, 963]
- news-item: Λέγεται, ὅτι ἡ κρίσις θὰ ἐκραγῇ, ἐὰν ἀπορριφθῇ ὑπὸ τῆς Βουλῆς τὴν πρότασιν τοῦ Σαὶτ Πασσᾶ περὶ τροποποιήσεως τοῦ συντάγματος. Ἐν τοιαύτῃ περιπτώσει ὁ Μέγας Βεζύρης θὰ ζητήσῃ τὸν διορισμὸν εἰκοσι Γερουσιαστῶν, ὅπως σχηματίσῃ πλειονοψηφίαν ἐν τῇ Γερουσίᾳ περὶ τῆς διαλύσεως τῆς Βουλῆς.: [1084, 1755, 1580, 1837]
- advertisements: [1084, 1865, 1580, 2208]
- ad-text: Πρὶν ἢ ἀρχίσητε τὰς φθινοπωρινὰς σας σπορὰς προμηθευθῆτε πρὸς δοκιμὴν τὰ νέα λιπάσματα, τὰ ὁποῖα διπλασιάζουν τὴν ἐσοδείαν, καταστρέφουσι τὰ ἐπιβλαβῆ ἔντομα, προφυλάττουσι τὰ σπαρτὰ ἀπὸ τὴν παγωνιὰν καὶ ἐν γένει διπλασιάζουσι τὴν παραγωγὴν κατὰ 30 ο)ο ἀπὸ τοῦ πρώτου ἔτους.: [1338, 1960, 1574, 2096]
- owner-label: ΙΔΙΟΚΤΗΤΗΣ ΚΑΙ ΔΙΕΥΘΥΝΤΗΣ: [65, 181, 215, 192]
- subheadline: ΣΥΝΕΝΤΕΥΞΙΣ ΜΕ ΤΟΥΣ ΒΟΥΛΕΥΤΑΣ: [376, 126, 704, 145]
- article-text: Ἀποφασισθείσης ὑπὸ τῆς Κεντρικῆς ἐν Κρήλει Ἐπιτροπῆς τῶν ἐκκαθαριστῶν τῆς Τραπέζης Μυτιλήνης, τῆς πληρωμῆς ἑνὸς ποσοστοῦ ὡς πρὸς τὰς ὑπὸ τὴν δέουσαν τοὺς δανειστὰς τῆς Τραπέζης Μυτιλήνης, προσκαλοῦνται οὗτοι, ὅπως ἀπὸ τῆς προσεχοῦς Δευτέρας 5)18 τρέχοντος προσέλθωσιν εἰς τὰ γραφεῖα τοῦ ἐνταῦθα Καταστήματος πρὸς εἴσπραξιν τῶν κάτωθι ποσοστῶν:: [20, 1574, 260, 1723]
- article-text: Ἀπεβίωσε χθὲς 28 Νοεμβρίου ὁ ἐκ τῶν ἐνταῦθα ἐμπόρων Λεωνίδας Βῆμπλης ἡλικίας 59 ἐτῶν, χρηματίσας ἐπὶ 20 ἔτη δημογέρων καὶ ἔφορος τοῦ Ἑλληνικοῦ ἀπὸ χρηματίσας εἰς τὴν Κοινότητά μας.: [1347, 616, 1580, 710]
- article-text: Κατ' εἰδήσεις ἐκ Κων)πόλεως ὅλοι οἱ ἄνευ ἐπαγγέλματος ἀεργοὶ Ἰταλοὶ συλλαμβάνονται ὁδηγούμενοι εἰς τὴν διεύθυνσιν τῆς Γ. Ἀσφαλείας, ὅπου ἐφωτογραφήθησαν.: [20, 1248, 260, 1333]
- list-item: 3ον. Οἱ ἔχοντες λαμβάνειν ἀπὸ 50 λίρας καὶ ἄνω, θὰ λάβωσι (10) δέκα τοῖς ο)ο ἐπὶ τοῦ ὅλου λαβεῖν των.: [20, 1823, 260, 1866]
- headline: ΑΙ ΑΝΑΚΡΙΣΕΙΣ: [1186, 53, 1478, 93]
- section-heading: ΟΜΙΛΕΙ Ο κ. ΧΩΝΑΙΟΣ: [343, 655, 477, 669]
- article-text: Ὡς ἀνεκοίνωσαν ἡμῖν οἱ βουλευταὶ σήμερον θὰ μείνουν ἐν τῇ πόλει μας διὰ νὰ ἀναπαυθῶσι. Θὰ ἀναχωρήσουν τὴν Δευτέραν κατὰ πᾶσαν πιθανότητα. Ἡ Ἐπιτροπὴ θὰ διαιρεθῇ εἰς δύο σώματα. Τούτων τὸ ἓν θὰ μεταβῇ εἰς Γρεβενὰ ὅπως μελετήσῃ τὰ τῆς δολοφονίας τοῦ ἐθνομάρτυρος Αἰμιλιανοῦ, τὸ δὲ ἕτερον θὰ μεταβῇ εἰς Λαγκαδᾶ ὅπως μελετήσῃ τὴν ἐκεῖ κατάστασιν.: [830, 596, 1070, 783]
- article-text: «Ἡ Ἑλληνικὴ ὁμὰς ὅπως βλέπετε δὲν δεσμεύεται καὶ ἐπιφυλάσσει εἰς ἑαυτὴν τὸ δικαίωμα νὰ συνεργάζηται ἢ μή, ἀναλόγως, μετὰ τοῦ νέου κόμματος.»: [830, 485, 1070, 570]
- article-text: Ἐρωτῶ τὸν ἰατροφιλόσοφον, παύσαντα διὰ νὰ ῥοφήσῃ τὸν καφέν του.: [560, 1542, 820, 1592]
- masthead-rule: [20, 38, 1580, 45]
- article-text: — Βέβαια καὶ θὰ ἐξακολουθήσῃ, ἐφ' ὅσον ὅμως τὸ κόμμα τοῦτο δὲν θὰ παρεκκλίνῃ τοῦ προγράμματός του, ἐφ' ὅσον ὁηλ. σεβασθῇ τὰ δίκαια τῶν ἐθνικοτήτων.: [830, 397, 1070, 481]
- subheadline: Η ΚΑΤΑΣΤΑΣΙΣ ΧΕΙΡΟΤΕΡΑ ΤΗΣ ΧΑΜΙΤΟΚΡΑΤΙΑΣ: [270, 152, 810, 181]
- subheadline: ΔΙ' ΕΝΑ ΜΕΤΑΛΛΙΚΙ: [1143, 722, 1270, 737]
- article-text: Χθὲς περὶ τὴν 9ην ἑσπερινὴν ὥραν ὁ ἐν τῇ θέσει Μπουρακλὴ τζαμὶ καὶ ἐν τῇ γωνίᾳ τοῦ φαρμακείου τοῦ κ. Ζωγράφου σταθμεύων Ἀλβανὸς κασταναπώλης ἐπετέθη διὰ μαχαίρας μετ' ἄλλων ὁμοφύλων του κατὰ τοῦ νεαροῦ Ἕλληνος Χρήστου, ὑπαλλήλου τοῦ ἐν τῇ παρόδῳ ἐκείνῃ εὑρισκομένου «Ὀσμανλὴ Ἐχτσραθή».: [1084, 738, 1329, 891]
- article-text: Περὶ τῆς εἰς Γευγελὴν μεταβάσεως οὐδὲν ἀκόμη ἀπεφασίσθη.: [830, 787, 1070, 820]
- ad-role: ΔΙΚΗΓΟΡΟΣ: [1155, 1928, 1261, 1943]
- article-text: Συνελήφθησαν μέχρι τῆς χθὲς 131 τοιοῦτοι, θὰ συλληφθῶσι δὲ καὶ ὅσοι ἀφίχθησαν εἰς τὴν πρωτεύουσαν μετὰ τὴν κήρυξιν τοῦ πολέμου κατηγορούμενοι ἐπὶ κατασκοπείᾳ καὶ θὰ ἀπελαθῶσι.: [20, 1374, 260, 1476]
- news-signature: «Ν. Ε. Τ.: [1525, 1841, 1580, 1856]
- article-text: χῶν, τὴν στάσιν τῶν διακροσίων αὐτῶν, καὶ τὴν στάσιν τῶν μετ' αὐτάς....: [560, 251, 820, 301]
- section-heading: ΕΛΕΥΘΕΡΙΑ ΣΥΝΕΝΝΟΗΣΙΣ, ΚΑΙ ΕΛΛΗΝΙΚΗ ΟΜΑΣ: [854, 290, 1046, 319]
- article-text: — Ὁμιλοῦν ὅλοι.: [574, 1650, 682, 1666]
- article-text: —Πῶς κρίνετε, ἐξακολουθεῖ τῆς ἐπιτυχίαν τοῦ ὑποψηφίου τοῦ κόμ-: [560, 1841, 820, 1874]
- article-text: — Ἂν ἐπαναμείνῃ τὸ κρατοῦν σύστημα.: [560, 1745, 820, 1778]
- subheadline: ΞΥΛΟ, ΞΥΛΟ, ΞΥΛΟ: [1231, 167, 1433, 188]
- article-text: πατρὸς τοῦ ἀπαχθέντος καὶ τῶν συγγενῶν αὐτοῦ τῶν ἀλλὰ καὶ τοῦ στρατοῦ πρὸς ἀνακάλυψιν τῶν ἀπαγωγέων. Οἱ ἀπαγωγεῖς ζητοῦσιν ὡς λύτρα 100 λίρας.: [1084, 538, 1329, 622]
- article-text: Θὰ δύο τοιαῦτα συνέβησαν χθές.: [844, 1471, 1056, 1487]
- article-text: «Πρὸ τῶν σφαγῶν οὐδὲν μὰ ἀπολύτως οὐδὲν μέτρον προληπτικὸν ἐλήφθη. Διαρκουσῶν δὲ αὐτῶν ἐπίσης οὐδὲν ἄν δὲ δὲν ἐνέργησαν συστηματικῶς ἀλλὰ εἰλικρινεῖς—τοῦτο ὀφείλεται εἰς μερίδα τινὰ τοῦ ὀθωμανικοῦ στοιχείου. Εἶνε γεγονὸς ὅτι πολλοὶ μουσουλμάνοι οὐχ μόνον δὲν ἔλαβον μέρος εἰς τὰς σφαγὰς ἀλλὰ τοὐναντίον ἔσωσαν πολλοὺς Βουλγάρους κρύψαντες αὐτούς. Τὸ ὁμολογοῦν πολλοὶ Βούλγαροι αὐτό. Μετὰ τὰς σφαγὰς πάλιν τίποτε δὲν ἔκαμαν αἱ Ἀρχαί. Ἐκινήθησαν μόνον μετὰ τὴν ἄφιξιν μας καὶ συνέλαβον περὶ τοὺς δέκα μουσουλμάνους ὡς πρωταιτίους καὶ πλέον οὔ.: [560, 327, 820, 617]
- subheadline: ΣΥΛΛΗΨΕΙΣ ΥΠΟΠΤΩΝ: [1144, 133, 1520, 162]
- headline: ΤΩΝ ΑΡΜΕΝΙΩΝ: [24, 334, 256, 364]
- headline: ΘΑΝΑΤΟΣ: [1366, 540, 1562, 579]
- news-source: «Ἐφημερὶς Κολωνίας»: [1262, 1633, 1402, 1648]
- article-text: Ἐπιστέλλουσιν ἡμῖν ἐκ Κορυτσᾶς τῇ 29 παρελθόντος:: [1347, 582, 1580, 612]
- ad-text: Τὰ λιπάσματα ἐγγυημένα πωλοῦνται μὲ ὁδηγίας διὰ κάθε καλλιέργειαν καὶ μὲ ἀναλύσεις τῶν χωμάτων.: [1338, 2100, 1574, 2145]
- article-text: — Ἡ βουλευτικὴ ἐπιτροπὴ τὴν νύκτα τῆς Τρίτης, ἔμεινεν ἐν Βελεσσῷ, τὴν ἐπομένην δὲ λίαν πρωῒ μετέβη εἰς Ἰστὶπ ἐφ' ἁμαξῶν.: [830, 898, 1070, 961]
- article-text: Οἱ δράσται συνελήφθησαν.: [1098, 1110, 1273, 1126]
- column-5: [1084, 50, 1580, 2205]
- headline: ΑΠΑΓΩΓΗ: [882, 1776, 1018, 1805]
- article-text: — Μόνον εἰς δημαρχιακὸς ἰατρὸς διετέθη ὑπὸ τῶν ἀρχῶν ἐν Ἰστὶπ πρὸς περίθαλψιν ὅλων τῶν τραυματιῶν.: [830, 848, 1070, 895]
